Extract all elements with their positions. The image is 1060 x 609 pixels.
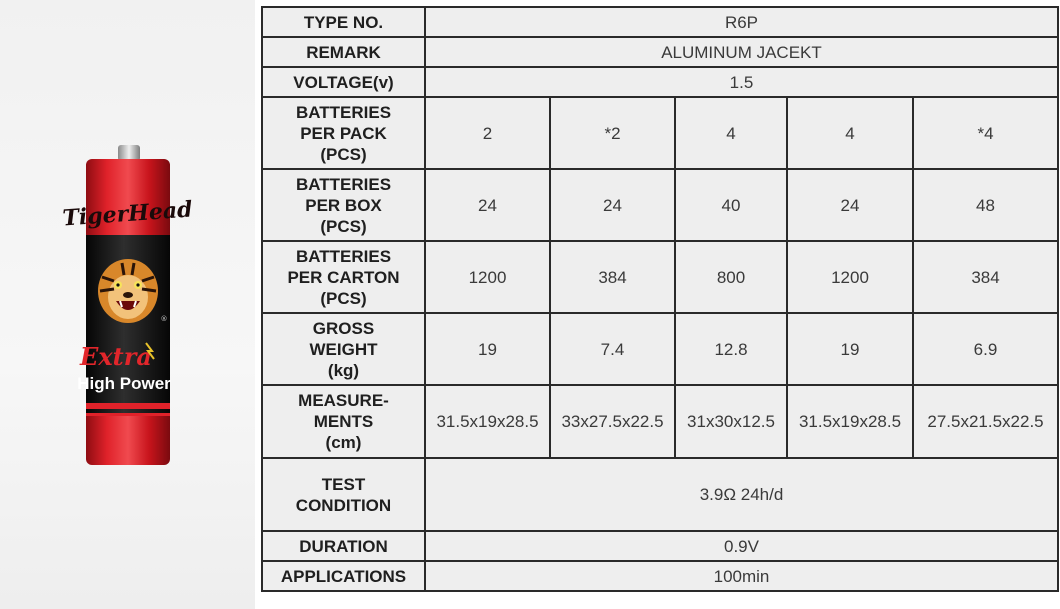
table-cell: 27.5x21.5x22.5: [913, 385, 1058, 458]
battery-brand-text: TigerHead: [61, 196, 194, 232]
table-cell: 1200: [787, 241, 913, 313]
battery-high-power-text: High Power: [77, 374, 171, 393]
battery-cap: [118, 145, 140, 161]
test-condition-value: 3.9Ω 24h/d: [425, 458, 1058, 531]
table-cell: 4: [675, 97, 787, 169]
applications-value: 100min: [425, 561, 1058, 591]
table-cell: 19: [425, 313, 550, 385]
table-cell: 31x30x12.5: [675, 385, 787, 458]
table-row: [262, 531, 1058, 561]
table-cell: 33x27.5x22.5: [550, 385, 675, 458]
row-label-voltage: VOLTAGE(v): [262, 67, 425, 97]
row-label-measurements: MEASURE- MENTS (cm): [262, 385, 425, 458]
table-row: [262, 313, 1058, 385]
table-cell: *2: [550, 97, 675, 169]
row-label-duration: DURATION: [262, 531, 425, 561]
table-cell: 24: [787, 169, 913, 241]
table-row: [262, 37, 1058, 67]
type-no-value: R6P: [425, 7, 1058, 37]
table-cell: 31.5x19x28.5: [425, 385, 550, 458]
table-cell: 31.5x19x28.5: [787, 385, 913, 458]
voltage-value: 1.5: [425, 67, 1058, 97]
product-photo-panel: [0, 0, 255, 609]
table-cell: 6.9: [913, 313, 1058, 385]
row-label-batteries-per-pack: BATTERIES PER PACK (PCS): [262, 97, 425, 169]
row-label-batteries-per-box: BATTERIES PER BOX (PCS): [262, 169, 425, 241]
table-row: [262, 458, 1058, 531]
table-cell: 19: [787, 313, 913, 385]
table-cell: 384: [550, 241, 675, 313]
row-label-gross-weight: GROSS WEIGHT (kg): [262, 313, 425, 385]
table-cell: 12.8: [675, 313, 787, 385]
row-label-applications: APPLICATIONS: [262, 561, 425, 591]
tiger-face-icon: [98, 259, 158, 323]
row-label-test-condition: TEST CONDITION: [262, 458, 425, 531]
table-row: [262, 7, 1058, 37]
row-label-type-no: TYPE NO.: [262, 7, 425, 37]
table-cell: 4: [787, 97, 913, 169]
table-cell: 7.4: [550, 313, 675, 385]
table-row: [262, 97, 1058, 169]
table-row: [262, 241, 1058, 313]
table-cell: 2: [425, 97, 550, 169]
remark-value: ALUMINUM JACEKT: [425, 37, 1058, 67]
table-cell: 48: [913, 169, 1058, 241]
battery-extra-text: Extra: [80, 342, 152, 371]
spec-table: [261, 6, 1059, 592]
row-label-remark: REMARK: [262, 37, 425, 67]
table-cell: 40: [675, 169, 787, 241]
table-cell: *4: [913, 97, 1058, 169]
svg-text:®: ®: [160, 315, 168, 323]
table-row: [262, 385, 1058, 458]
table-cell: 800: [675, 241, 787, 313]
table-cell: 24: [425, 169, 550, 241]
table-cell: 24: [550, 169, 675, 241]
table-cell: 1200: [425, 241, 550, 313]
table-row: [262, 169, 1058, 241]
duration-value: 0.9V: [425, 531, 1058, 561]
row-label-batteries-per-carton: BATTERIES PER CARTON (PCS): [262, 241, 425, 313]
battery-image: [61, 143, 194, 468]
table-cell: 384: [913, 241, 1058, 313]
table-row: [262, 67, 1058, 97]
table-row: [262, 561, 1058, 591]
